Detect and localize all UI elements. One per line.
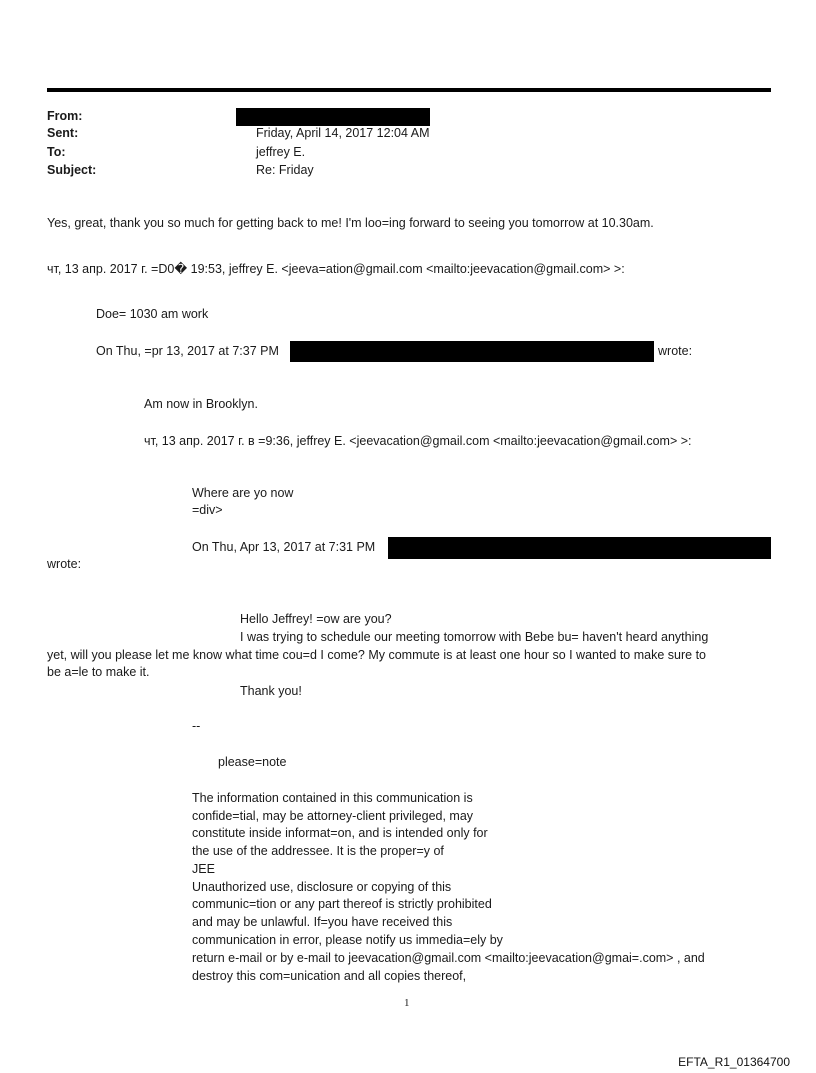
disclaimer-line: and may be unlawful. If=you have received this (192, 915, 453, 929)
trying-line-2: yet, will you please let me know what time cou=d I come? My commute is at least one hour so I wanted to make sure to (47, 648, 706, 662)
reply-line: Yes, great, thank you so much for getting back to me! I'm loo=ing forward to seeing you tomorrow at 10.30am. (47, 216, 654, 230)
to-value: jeffrey E. (256, 145, 306, 159)
disclaimer-line: constitute inside informat=on, and is intended only for (192, 826, 488, 840)
disclaimer-line: return e-mail or by e-mail to jeevacation@gmail.com <mailto:jeevacation@gmai=.com> , and (192, 951, 705, 965)
hello-line: Hello Jeffrey! =ow are you? (240, 612, 392, 626)
page-number: 1 (404, 997, 410, 1009)
trying-line-1: I was trying to schedule our meeting tomorrow with Bebe bu= haven't heard anything (240, 630, 709, 644)
wrote-1: wrote: (658, 344, 693, 358)
disclaimer-line: The information contained in this communication is (192, 791, 473, 805)
disclaimer-line: JEE (192, 862, 215, 876)
redacted-email-2 (388, 537, 771, 559)
quote2-header: чт, 13 апр. 2017 г. в =9:36, jeffrey E. <jeevacation@gmail.com <mailto:jeevacation@gmail.com> >: (144, 434, 692, 448)
disclaimer-line: the use of the addressee. It is the proper=y of (192, 844, 444, 858)
disclaimer-line: communic=tion or any part thereof is strictly prohibited (192, 897, 492, 911)
sent-value: Friday, April 14, 2017 12:04 AM (256, 126, 430, 140)
please-note: please=note (218, 755, 287, 769)
subject-value: Re: Friday (256, 163, 314, 177)
header-rule (47, 88, 771, 92)
redacted-email-1 (290, 341, 654, 362)
message-1030: Doe= 1030 am work (96, 307, 209, 321)
thanks-line: Thank you! (240, 684, 302, 698)
quote1-header: чт, 13 апр. 2017 г. =D0� 19:53, jeffrey E. <jeeva=ation@gmail.com <mailto:jeevacation@gmail.com> >: (47, 262, 625, 276)
on-thu-1: On Thu, =pr 13, 2017 at 7:37 PM (96, 344, 279, 358)
sent-label: Sent: (47, 126, 79, 140)
disclaimer-line: confide=tial, may be attorney-client privileged, may (192, 809, 474, 823)
on-thu-2: On Thu, Apr 13, 2017 at 7:31 PM (192, 540, 376, 554)
wrote-2: wrote: (47, 557, 82, 571)
subject-label: Subject: (47, 163, 97, 177)
signature-dashes: -- (192, 719, 201, 733)
to-label: To: (47, 145, 66, 159)
div-tag-line: =div> (192, 503, 223, 517)
redacted-sender (236, 108, 430, 126)
disclaimer-line: destroy this com=unication and all copies thereof, (192, 969, 467, 983)
disclaimer-line: Unauthorized use, disclosure or copying of this (192, 880, 452, 894)
from-label: From: (47, 109, 83, 123)
disclaimer-line: communication in error, please notify us immedia=ely by (192, 933, 503, 947)
trying-line-3: be a=le to make it. (47, 665, 150, 679)
document-id: EFTA_R1_01364700 (678, 1055, 790, 1069)
where-are-line: Where are yo now (192, 486, 294, 500)
brooklyn-line: Am now in Brooklyn. (144, 397, 258, 411)
